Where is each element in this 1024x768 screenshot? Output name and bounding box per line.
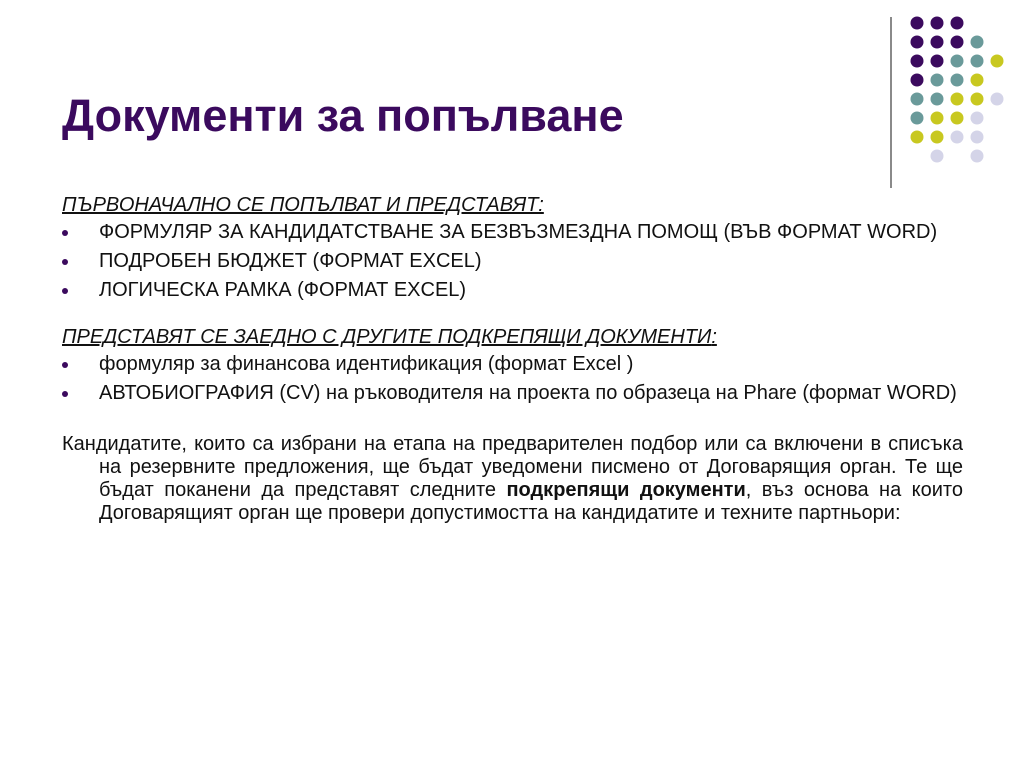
bullet-icon	[62, 288, 68, 294]
list-item: АВТОБИОГРАФИЯ (CV) на ръководителя на проекта по образеца на Phare (формат WORD)	[62, 382, 963, 405]
decorative-dot	[951, 17, 964, 30]
section-heading-supporting: ПРЕДСТАВЯТ СЕ ЗАЕДНО С ДРУГИТЕ ПОДКРЕПЯЩИ ДОКУМЕНТИ:	[62, 326, 717, 348]
decorative-dot	[951, 93, 964, 106]
decorative-dot	[951, 112, 964, 125]
decorative-dot	[951, 55, 964, 68]
decorative-dot	[971, 36, 984, 49]
decorative-dot	[931, 112, 944, 125]
list-item: ФОРМУЛЯР ЗА КАНДИДАТСТВАНЕ ЗА БЕЗВЪЗМЕЗДНА ПОМОЩ (ВЪВ ФОРМАТ WORD)	[62, 221, 963, 244]
decorative-dot	[911, 55, 924, 68]
candidates-paragraph: Кандидатите, които са избрани на етапа на предварителен подбор или са включени в списъка на резервните предложения, ще бъдат уведомени писмено от Договарящия орган. Те ще бъдат поканени да представят следните подкрепящи документи, въз основа на които Договарящият орган ще провери допустимостта на кандидатите и техните партньори:	[62, 433, 963, 524]
decorative-dot	[911, 36, 924, 49]
section-heading-initial: ПЪРВОНАЧАЛНО СЕ ПОПЪЛВАТ И ПРЕДСТАВЯТ:	[62, 194, 544, 216]
decorative-dot	[971, 131, 984, 144]
decorative-dot	[991, 93, 1004, 106]
decorative-dot	[931, 17, 944, 30]
supporting-documents-emphasis: подкрепящи документи	[506, 479, 746, 501]
decorative-dot	[931, 150, 944, 163]
decorative-dot	[911, 74, 924, 87]
decorative-dot	[971, 93, 984, 106]
decorative-dot	[971, 74, 984, 87]
decorative-dot	[911, 93, 924, 106]
bullet-icon	[62, 259, 68, 265]
initial-documents-list	[62, 221, 963, 302]
decorative-dot	[991, 55, 1004, 68]
decorative-dot	[951, 131, 964, 144]
decorative-dot	[971, 112, 984, 125]
decorative-dot	[971, 55, 984, 68]
decorative-dot	[931, 131, 944, 144]
decorative-dot	[931, 36, 944, 49]
decorative-dot	[931, 55, 944, 68]
decorative-dot	[911, 17, 924, 30]
list-item: ПОДРОБЕН БЮДЖЕТ (ФОРМАТ EXCEL)	[62, 250, 963, 273]
decorative-dot	[971, 150, 984, 163]
decorative-dot	[951, 74, 964, 87]
bullet-icon	[62, 230, 68, 236]
decorative-dot	[911, 112, 924, 125]
list-item: ЛОГИЧЕСКА РАМКА (ФОРМАТ EXCEL)	[62, 279, 963, 302]
divider-line	[890, 17, 892, 188]
decorative-dot	[931, 93, 944, 106]
decorative-dot	[951, 36, 964, 49]
bullet-icon	[62, 362, 68, 368]
list-item: формуляр за финансова идентификация (формат Excel )	[62, 353, 963, 376]
decorative-dot	[911, 131, 924, 144]
slide-title: Документи за попълване	[62, 90, 624, 141]
supporting-documents-list	[62, 353, 963, 405]
bullet-icon	[62, 391, 68, 397]
decorative-dot	[931, 74, 944, 87]
slide-body	[62, 194, 963, 525]
